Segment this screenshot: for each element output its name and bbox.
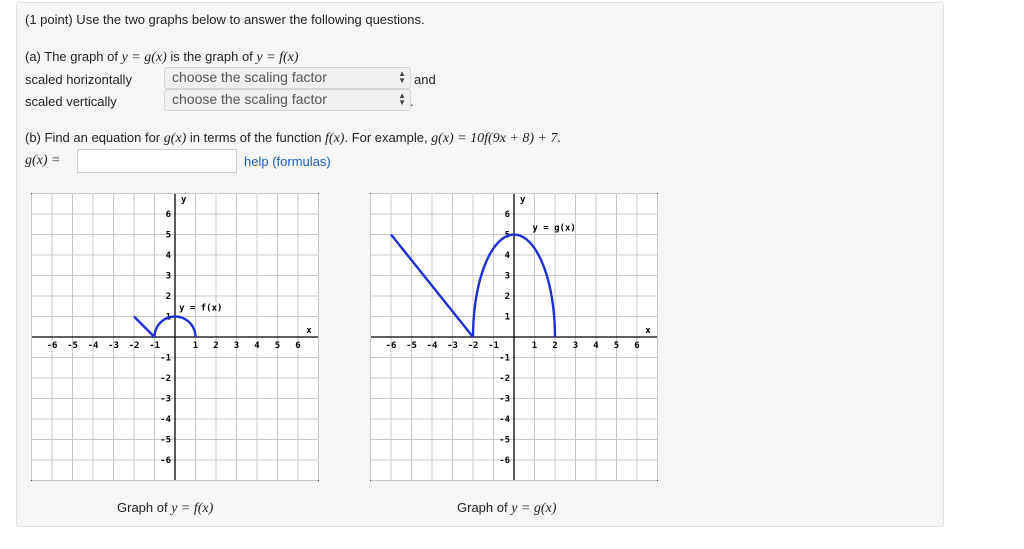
graph-f [31,193,319,481]
y-tick-label: -2 [160,374,171,384]
part-b-g: g(x) [163,131,187,146]
x-tick-label: -2 [467,341,479,351]
x-tick-label: -6 [46,341,58,351]
y-tick-label: -3 [499,394,510,405]
y-axis-label: y [520,195,526,205]
part-a-g-equation: y = g(x) [121,50,167,65]
x-axis-label: x [645,326,651,336]
select-arrows-icon: ▲ ▼ [398,69,406,85]
x-tick-label: 2 [213,341,219,351]
horizontal-scaling-placeholder: choose the scaling factor [172,69,327,85]
period-text: . [410,94,414,109]
part-b-example-text: . For example, [344,130,432,145]
vertical-scaling-select[interactable] [164,89,411,111]
x-tick-label: 1 [531,341,538,351]
part-a-prefix: (a) The graph of [25,49,122,64]
x-axis-label: x [306,326,312,336]
x-tick-label: 3 [233,341,240,351]
caption-prefix: Graph of [457,500,512,515]
x-tick-label: -4 [87,341,99,351]
graph-g-caption [457,500,556,517]
y-tick-label: 5 [165,230,171,241]
x-tick-label: -6 [385,341,397,351]
select-arrows-icon: ▲ ▼ [398,91,406,107]
y-tick-label: 1 [165,312,171,323]
y-axis-label: y [181,195,187,205]
x-tick-label: -2 [128,341,140,351]
x-tick-label: 5 [613,341,620,351]
y-tick-label: -4 [160,415,171,425]
help-formulas-link[interactable]: help (formulas) [244,154,331,169]
answer-label: g(x) = [25,153,61,168]
part-a-middle: is the graph of [166,49,257,64]
part-b-example-equation: g(x) = 10f(9x + 8) + 7. [431,131,561,146]
curve-label: y = f(x) [179,303,223,314]
caption-equation: y = g(x) [511,501,557,516]
x-tick-label: -5 [67,341,78,351]
y-tick-label: -5 [499,435,510,446]
x-tick-label: 6 [634,341,640,351]
y-tick-label: -4 [499,415,510,425]
scaled-horizontally-label: scaled horizontally [25,72,132,87]
part-a-f-equation: y = f(x) [256,50,299,65]
part-a-question [25,49,299,66]
x-tick-label: -1 [149,341,160,351]
y-tick-label: -5 [160,435,171,446]
vertical-scaling-placeholder: choose the scaling factor [172,91,327,107]
x-tick-label: 1 [192,341,199,351]
x-tick-label: 3 [572,341,579,351]
part-b-prefix: (b) Find an equation for [25,130,164,145]
x-tick-label: -3 [447,341,458,351]
part-b-middle: in terms of the function [186,130,326,145]
caption-prefix: Graph of [117,500,172,515]
x-tick-label: 2 [552,341,558,351]
curve-label: y = g(x) [532,223,576,234]
y-tick-label: -6 [160,456,171,466]
y-tick-label: 2 [504,292,510,302]
y-tick-label: 3 [504,271,510,282]
scaled-vertically-label: scaled vertically [25,94,117,109]
x-tick-label: 6 [295,341,301,351]
y-tick-label: 4 [165,251,171,261]
y-tick-label: 6 [165,210,171,220]
x-tick-label: 4 [593,341,599,351]
caption-equation: y = f(x) [171,501,214,516]
y-tick-label: -2 [499,374,510,384]
y-tick-label: 6 [504,210,510,220]
part-b-f: f(x) [325,131,345,146]
y-tick-label: -6 [499,456,510,466]
y-tick-label: 4 [504,251,510,261]
x-tick-label: -1 [488,341,499,351]
y-tick-label: 1 [504,312,510,323]
y-tick-label: -3 [160,394,171,405]
y-tick-label: 5 [504,230,510,241]
x-tick-label: 4 [254,341,260,351]
x-tick-label: 5 [274,341,281,351]
x-tick-label: -5 [406,341,417,351]
x-tick-label: -3 [108,341,119,351]
and-text: and [414,72,436,87]
graph-g [370,193,658,481]
answer-input[interactable] [77,149,237,173]
part-b-question [25,130,561,147]
horizontal-scaling-select[interactable] [164,67,411,89]
x-tick-label: -4 [426,341,438,351]
y-tick-label: -1 [160,353,171,364]
problem-header: (1 point) Use the two graphs below to answer the following questions. [25,12,425,27]
y-tick-label: 2 [165,292,171,302]
y-tick-label: 3 [165,271,171,282]
y-tick-label: -1 [499,353,510,364]
graph-f-caption [117,500,213,517]
